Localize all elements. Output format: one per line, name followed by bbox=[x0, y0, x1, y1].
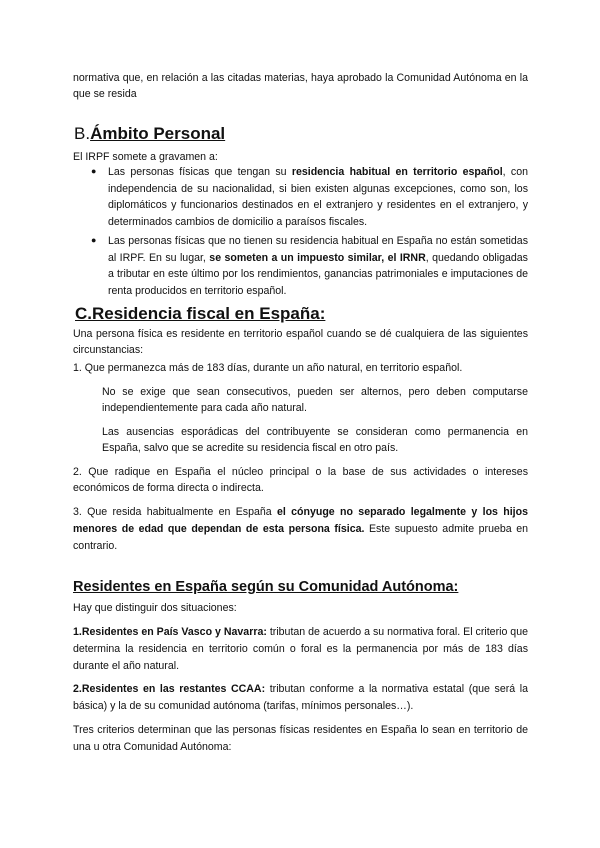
bullet-marker: ● bbox=[91, 166, 97, 176]
section-c-title: C.Residencia fiscal en España: bbox=[75, 304, 326, 323]
intro-paragraph: normativa que, en relación a las citadas materias, haya aprobado la Comunidad Autónoma en la que se resida bbox=[73, 72, 528, 100]
bullet-2-after: , quedando obligadas a tributar en este último por los rendimientos, ganancias patrimoniales e imputaciones de renta producidos en territorio español. bbox=[108, 251, 528, 297]
bullet-1-before: Las personas físicas que tengan su bbox=[108, 166, 292, 178]
bullet-item-residents bbox=[108, 164, 528, 230]
ca-situation-2-bold: 2.Residentes en las restantes CCAA: bbox=[73, 683, 266, 695]
ca-closing-paragraph: Tres criterios determinan que las personas físicas residentes en España lo sean en territorio de una u otra Comunidad Autónoma: bbox=[73, 724, 528, 753]
section-b-heading bbox=[74, 124, 225, 144]
ca-situation-2 bbox=[73, 681, 528, 715]
section-b-prefix: B. bbox=[74, 124, 91, 143]
ca-situation-2-text: tributan conforme a la normativa estatal (que será la básica) y la de su comunidad autónoma (tarifas, mínimos personales…). bbox=[73, 683, 528, 712]
condition-2: 2. Que radique en España el núcleo principal o la base de sus actividades o intereses económicos de forma directa o indirecta. bbox=[73, 466, 528, 494]
section-b-title: Ámbito Personal bbox=[90, 124, 226, 143]
section-ca-heading: Residentes en España según su Comunidad Autónoma: bbox=[73, 579, 459, 595]
ca-situation-1-text: tributan de acuerdo a su normativa foral. El criterio que determina la residencia en territorio común o foral es la permanencia por más de 183 días durante el año natural. bbox=[73, 626, 528, 672]
condition-3-bold: el cónyuge no separado legalmente y los hijos menores de edad que dependan de esta persona física. bbox=[73, 506, 528, 535]
condition-3-after: Este supuesto admite prueba en contrario. bbox=[73, 523, 528, 552]
section-c-lead: Una persona física es residente en territorio español cuando se dé cualquiera de las siguientes circunstancias: bbox=[73, 328, 528, 356]
ca-situation-1 bbox=[73, 624, 528, 675]
bullet-2-bold: se someten a un impuesto similar, el IRNR bbox=[209, 251, 426, 264]
bullet-marker: ● bbox=[91, 235, 97, 245]
bullet-1-after: , con independencia de su nacionalidad, si bien existen algunas excepciones, como son, los diplomáticos y funcionarios destinados en el extranjero y residentes en el extranjero, y determinados cambios de domicilio a paraísos fiscales. bbox=[108, 166, 529, 228]
bullet-2-before: Las personas físicas que no tienen su residencia habitual en España no están sometidas al IRPF. En su lugar, bbox=[108, 235, 528, 264]
condition-1-note-1: No se exige que sean consecutivos, pueden ser alternos, pero deben computarse independientemente para cada año natural. bbox=[102, 386, 528, 414]
bullet-item-non-residents bbox=[108, 233, 528, 299]
condition-3-before: 3. Que resida habitualmente en España bbox=[73, 506, 277, 518]
section-b-lead: El IRPF somete a gravamen a: bbox=[73, 151, 218, 163]
section-ca-lead: Hay que distinguir dos situaciones: bbox=[73, 602, 237, 614]
condition-1-note-2: Las ausencias esporádicas del contribuyente se consideran como permanencia en España, salvo que se acredite su residencia fiscal en otro país. bbox=[102, 426, 528, 454]
section-c-heading bbox=[75, 304, 325, 324]
ca-situation-1-bold: 1.Residentes en País Vasco y Navarra: bbox=[73, 626, 267, 638]
condition-3 bbox=[73, 504, 528, 555]
condition-1: 1. Que permanezca más de 183 días, durante un año natural, en territorio español. bbox=[73, 362, 463, 374]
bullet-1-bold: residencia habitual en territorio español bbox=[291, 166, 503, 178]
